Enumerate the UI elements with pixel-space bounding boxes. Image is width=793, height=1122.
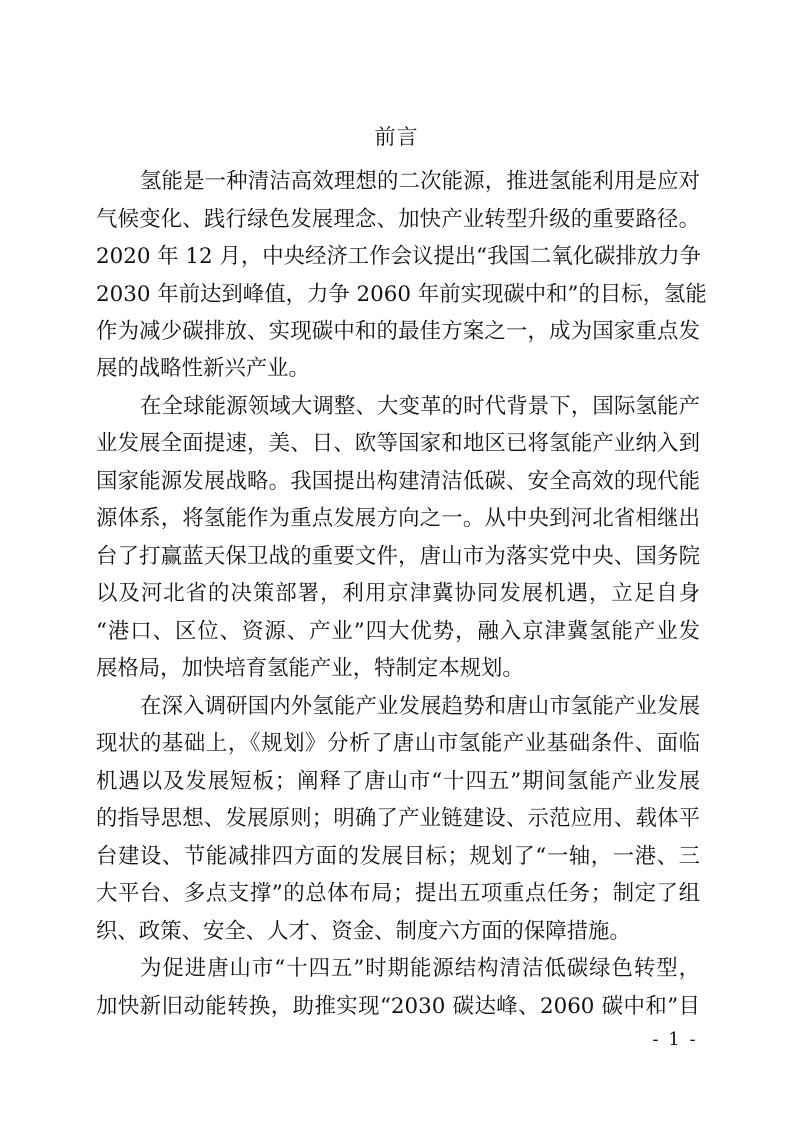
text-line: 台了打赢蓝天保卫战的重要文件，唐山市为落实党中央、国务院 bbox=[96, 544, 700, 569]
page-title: 前言 bbox=[374, 125, 419, 149]
text-line: 作为减少碳排放、实现碳中和的最佳方案之一，成为国家重点发 bbox=[96, 319, 700, 344]
text-line: 气候变化、践行绿色发展理念、加快产业转型升级的重要路径。 bbox=[96, 207, 700, 232]
text-line: 2020 年 12 月，中央经济工作会议提出“我国二氧化碳排放力争 bbox=[96, 244, 701, 269]
text-line: 展格局，加快培育氢能产业，特制定本规划。 bbox=[96, 656, 524, 681]
text-line: 的指导思想、发展原则；明确了产业链建设、示范应用、载体平 bbox=[96, 806, 700, 831]
text-line: 在全球能源领域大调整、大变革的时代背景下，国际氢能产 bbox=[140, 394, 700, 419]
text-line: 现状的基础上，《规划》分析了唐山市氢能产业基础条件、面临 bbox=[96, 731, 700, 756]
text-line: 国家能源发展战略。我国提出构建清洁低碳、安全高效的现代能 bbox=[96, 469, 700, 494]
text-line: 展的战略性新兴产业。 bbox=[96, 356, 310, 381]
text-line: 氢能是一种清洁高效理想的二次能源，推进氢能利用是应对 bbox=[140, 169, 700, 194]
text-line: 大平台、多点支撑”的总体布局；提出五项重点任务；制定了组 bbox=[96, 881, 700, 906]
text-line: 织、政策、安全、人才、资金、制度六方面的保障措施。 bbox=[96, 919, 631, 944]
text-line: 在深入调研国内外氢能产业发展趋势和唐山市氢能产业发展 bbox=[140, 694, 700, 719]
text-line: 业发展全面提速，美、日、欧等国家和地区已将氢能产业纳入到 bbox=[96, 431, 700, 456]
text-line: 机遇以及发展短板；阐释了唐山市“十四五”期间氢能产业发展 bbox=[96, 769, 700, 794]
page-number: - 1 - bbox=[652, 1029, 698, 1050]
text-line: 为促进唐山市“十四五”时期能源结构清洁低碳绿色转型， bbox=[140, 956, 700, 981]
text-line: 台建设、节能减排四方面的发展目标；规划了“一轴，一港、三 bbox=[96, 844, 700, 869]
text-line: 加快新旧动能转换，助推实现“2030 碳达峰、2060 碳中和”目 bbox=[96, 994, 700, 1019]
text-line: 源体系，将氢能作为重点发展方向之一。从中央到河北省相继出 bbox=[96, 506, 700, 531]
text-line: “港口、区位、资源、产业”四大优势，融入京津冀氢能产业发 bbox=[96, 619, 700, 644]
text-line: 以及河北省的决策部署，利用京津冀协同发展机遇，立足自身 bbox=[96, 581, 700, 606]
text-line: 2030 年前达到峰值，力争 2060 年前实现碳中和”的目标，氢能 bbox=[96, 282, 707, 307]
